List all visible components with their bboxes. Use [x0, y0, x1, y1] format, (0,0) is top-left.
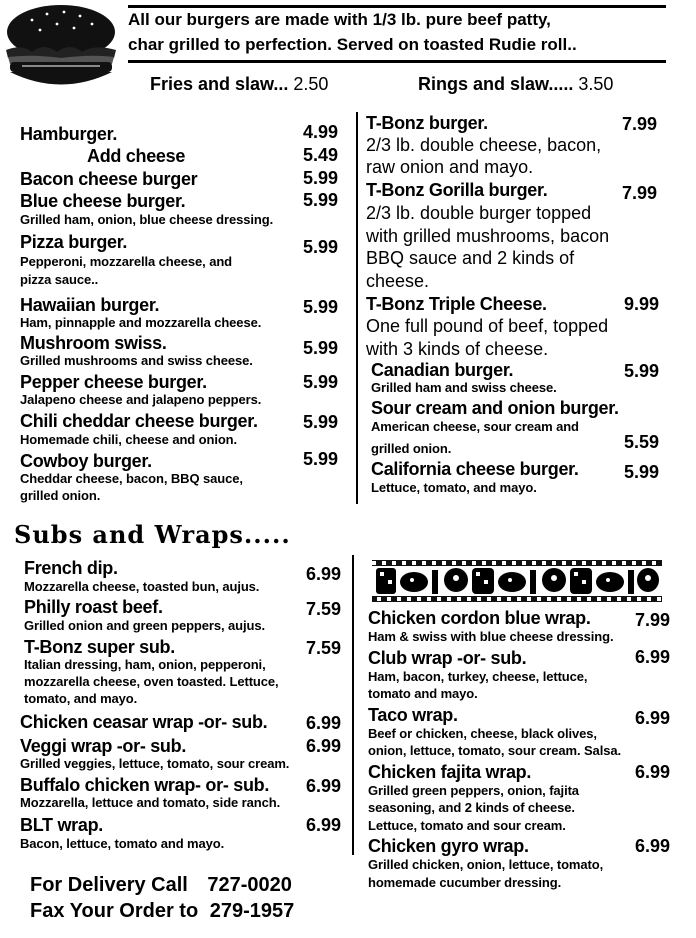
menu-item-price: 5.99	[303, 237, 339, 257]
menu-item-price: 5.99	[624, 462, 660, 482]
header-line-2: char grilled to perfection. Served on toasted Rudie roll..	[128, 35, 577, 54]
menu-item-price: 7.99	[622, 183, 658, 203]
fax-number: 279-1957	[209, 900, 295, 922]
menu-item-desc: Homemade chili, cheese and onion.	[20, 432, 238, 447]
menu-item-name: Cowboy burger.	[20, 451, 152, 471]
menu-item-name: Buffalo chicken wrap- or- sub.	[20, 775, 270, 795]
menu-item-desc: onion, lettuce, tomato, sour cream. Salsa.	[368, 743, 621, 758]
menu-item-price: 4.99	[303, 122, 339, 142]
menu-item-desc: with grilled mushrooms, bacon	[366, 226, 610, 246]
menu-item-name: Pepper cheese burger.	[20, 372, 207, 392]
menu-item-desc: Lettuce, tomato and sour cream.	[368, 818, 566, 833]
menu-item-desc: cheese.	[366, 271, 430, 291]
header-line-1: All our burgers are made with 1/3 lb. pure beef patty,	[128, 10, 551, 29]
menu-item-desc: Grilled chicken, onion, lettuce, tomato,	[368, 857, 604, 872]
delivery-line	[30, 874, 292, 897]
menu-item-price: 5.99	[303, 338, 339, 358]
menu-item-desc: pizza sauce..	[20, 272, 99, 287]
menu-item-price: 6.99	[306, 776, 342, 796]
menu-item-desc: BBQ sauce and 2 kinds of	[366, 248, 575, 268]
menu-item-name: Sour cream and onion burger.	[371, 398, 619, 418]
menu-item-price: 5.99	[303, 372, 339, 392]
menu-item-desc: mozzarella cheese, oven toasted. Lettuce,	[24, 674, 279, 689]
menu-item-name: Add cheese	[87, 146, 186, 166]
menu-item-desc: Mozzarella cheese, toasted bun, aujus.	[24, 579, 260, 594]
subs-section-title: Subs and Wraps.....	[14, 520, 291, 549]
fax-label: Fax Your Order to	[30, 900, 199, 922]
column-divider	[352, 555, 354, 855]
menu-item-desc: Grilled veggies, lettuce, tomato, sour cream.	[20, 756, 290, 771]
menu-item-name: Taco wrap.	[368, 705, 458, 725]
menu-item-name: T-Bonz burger.	[366, 113, 488, 133]
menu-item-price: 5.99	[303, 449, 339, 469]
menu-item-price: 5.99	[624, 361, 660, 381]
menu-item-desc: Beef or chicken, cheese, black olives,	[368, 726, 597, 741]
menu-item-desc: grilled onion.	[371, 441, 452, 456]
menu-item-name: Club wrap -or- sub.	[368, 648, 527, 668]
menu-item-price: 6.99	[306, 736, 342, 756]
menu-item-name: Pizza burger.	[20, 232, 128, 252]
menu-item-desc: with 3 kinds of cheese.	[366, 339, 549, 359]
header-top-rule	[128, 5, 666, 8]
menu-item-desc: 2/3 lb. double burger topped	[366, 203, 592, 223]
menu-item-desc: Mozzarella, lettuce and tomato, side ranch.	[20, 795, 281, 810]
menu-item-name: T-Bonz Triple Cheese.	[366, 294, 547, 314]
menu-item-name: Chicken gyro wrap.	[368, 836, 529, 856]
menu-item-desc: 2/3 lb. double cheese, bacon,	[366, 135, 602, 155]
fax-line	[30, 900, 294, 923]
menu-item-price: 7.99	[635, 610, 671, 630]
menu-item-price: 5.49	[303, 145, 339, 165]
menu-item-desc: raw onion and mayo.	[366, 157, 534, 177]
menu-item-price: 6.99	[635, 708, 671, 728]
header-bottom-rule	[128, 60, 666, 63]
menu-item-price: 7.99	[622, 114, 658, 134]
menu-item-price: 7.59	[306, 599, 342, 619]
menu-item-name: French dip.	[24, 558, 118, 578]
column-divider	[356, 112, 358, 504]
delivery-label: For Delivery Call	[30, 874, 188, 896]
menu-item-price: 5.99	[303, 190, 339, 210]
menu-item-price: 5.99	[303, 412, 339, 432]
menu-item-price: 6.99	[635, 762, 671, 782]
menu-item-name: Hawaiian burger.	[20, 295, 160, 315]
menu-item-name: Bacon cheese burger	[20, 169, 198, 189]
menu-item-desc: American cheese, sour cream and	[371, 419, 579, 434]
menu-item-price: 7.59	[306, 638, 342, 658]
menu-item-name: Mushroom swiss.	[20, 333, 167, 353]
food-banner-icon	[372, 558, 662, 604]
menu-item-price: 6.99	[635, 647, 671, 667]
menu-item-desc: Grilled ham, onion, blue cheese dressing.	[20, 212, 274, 227]
menu-item-name: Blue cheese burger.	[20, 191, 186, 211]
menu-item-price: 6.99	[306, 713, 342, 733]
menu-item-desc: Grilled onion and green peppers, aujus.	[24, 618, 265, 633]
menu-item-price: 9.99	[624, 294, 660, 314]
menu-item-desc: Cheddar cheese, bacon, BBQ sauce,	[20, 471, 243, 486]
menu-item-name: T-Bonz Gorilla burger.	[366, 180, 548, 200]
menu-item-name: Veggi wrap -or- sub.	[20, 736, 187, 756]
menu-item-price: 6.99	[306, 815, 342, 835]
menu-item-name: California cheese burger.	[371, 459, 579, 479]
menu-item-desc: Ham & swiss with blue cheese dressing.	[368, 629, 614, 644]
menu-item-name: Chicken fajita wrap.	[368, 762, 532, 782]
menu-item-desc: tomato, and mayo.	[24, 691, 138, 706]
menu-item-desc: One full pound of beef, topped	[366, 316, 609, 336]
menu-item-name: Chicken ceasar wrap -or- sub.	[20, 712, 268, 732]
menu-item-price: 5.59	[624, 432, 660, 452]
menu-item-desc: seasoning, and 2 kinds of cheese.	[368, 800, 575, 815]
menu-item-desc: Grilled mushrooms and swiss cheese.	[20, 353, 253, 368]
menu-item-name: Canadian burger.	[371, 360, 514, 380]
menu-item-desc: Jalapeno cheese and jalapeno peppers.	[20, 392, 262, 407]
menu-item-desc: Ham, pinnapple and mozzarella cheese.	[20, 315, 262, 330]
menu-item-desc: Lettuce, tomato, and mayo.	[371, 480, 537, 495]
menu-item-desc: Italian dressing, ham, onion, pepperoni,	[24, 657, 266, 672]
menu-item-name: Chili cheddar cheese burger.	[20, 411, 258, 431]
menu-item-name: BLT wrap.	[20, 815, 103, 835]
fries-and-slaw: Fries and slaw... 2.50	[150, 74, 329, 94]
menu-item-desc: Pepperoni, mozzarella cheese, and	[20, 254, 233, 269]
menu-item-price: 6.99	[635, 836, 671, 856]
menu-item-name: T-Bonz super sub.	[24, 637, 175, 657]
menu-item-desc: grilled onion.	[20, 488, 101, 503]
burger-icon	[2, 2, 120, 92]
delivery-number: 727-0020	[207, 874, 292, 896]
menu-item-desc: Grilled green peppers, onion, fajita	[368, 783, 579, 798]
rings-and-slaw: Rings and slaw..... 3.50	[418, 74, 614, 94]
menu-item-name: Chicken cordon blue wrap.	[368, 608, 591, 628]
menu-item-desc: tomato and mayo.	[368, 686, 478, 701]
menu-item-price: 5.99	[303, 168, 339, 188]
menu-item-name: Hamburger.	[20, 124, 118, 144]
menu-item-desc: Bacon, lettuce, tomato and mayo.	[20, 836, 225, 851]
menu-item-price: 6.99	[306, 564, 342, 584]
menu-item-price: 5.99	[303, 297, 339, 317]
menu-item-desc: homemade cucumber dressing.	[368, 875, 562, 890]
menu-item-desc: Ham, bacon, turkey, cheese, lettuce,	[368, 669, 588, 684]
menu-item-desc: Grilled ham and swiss cheese.	[371, 380, 557, 395]
menu-item-name: Philly roast beef.	[24, 597, 163, 617]
